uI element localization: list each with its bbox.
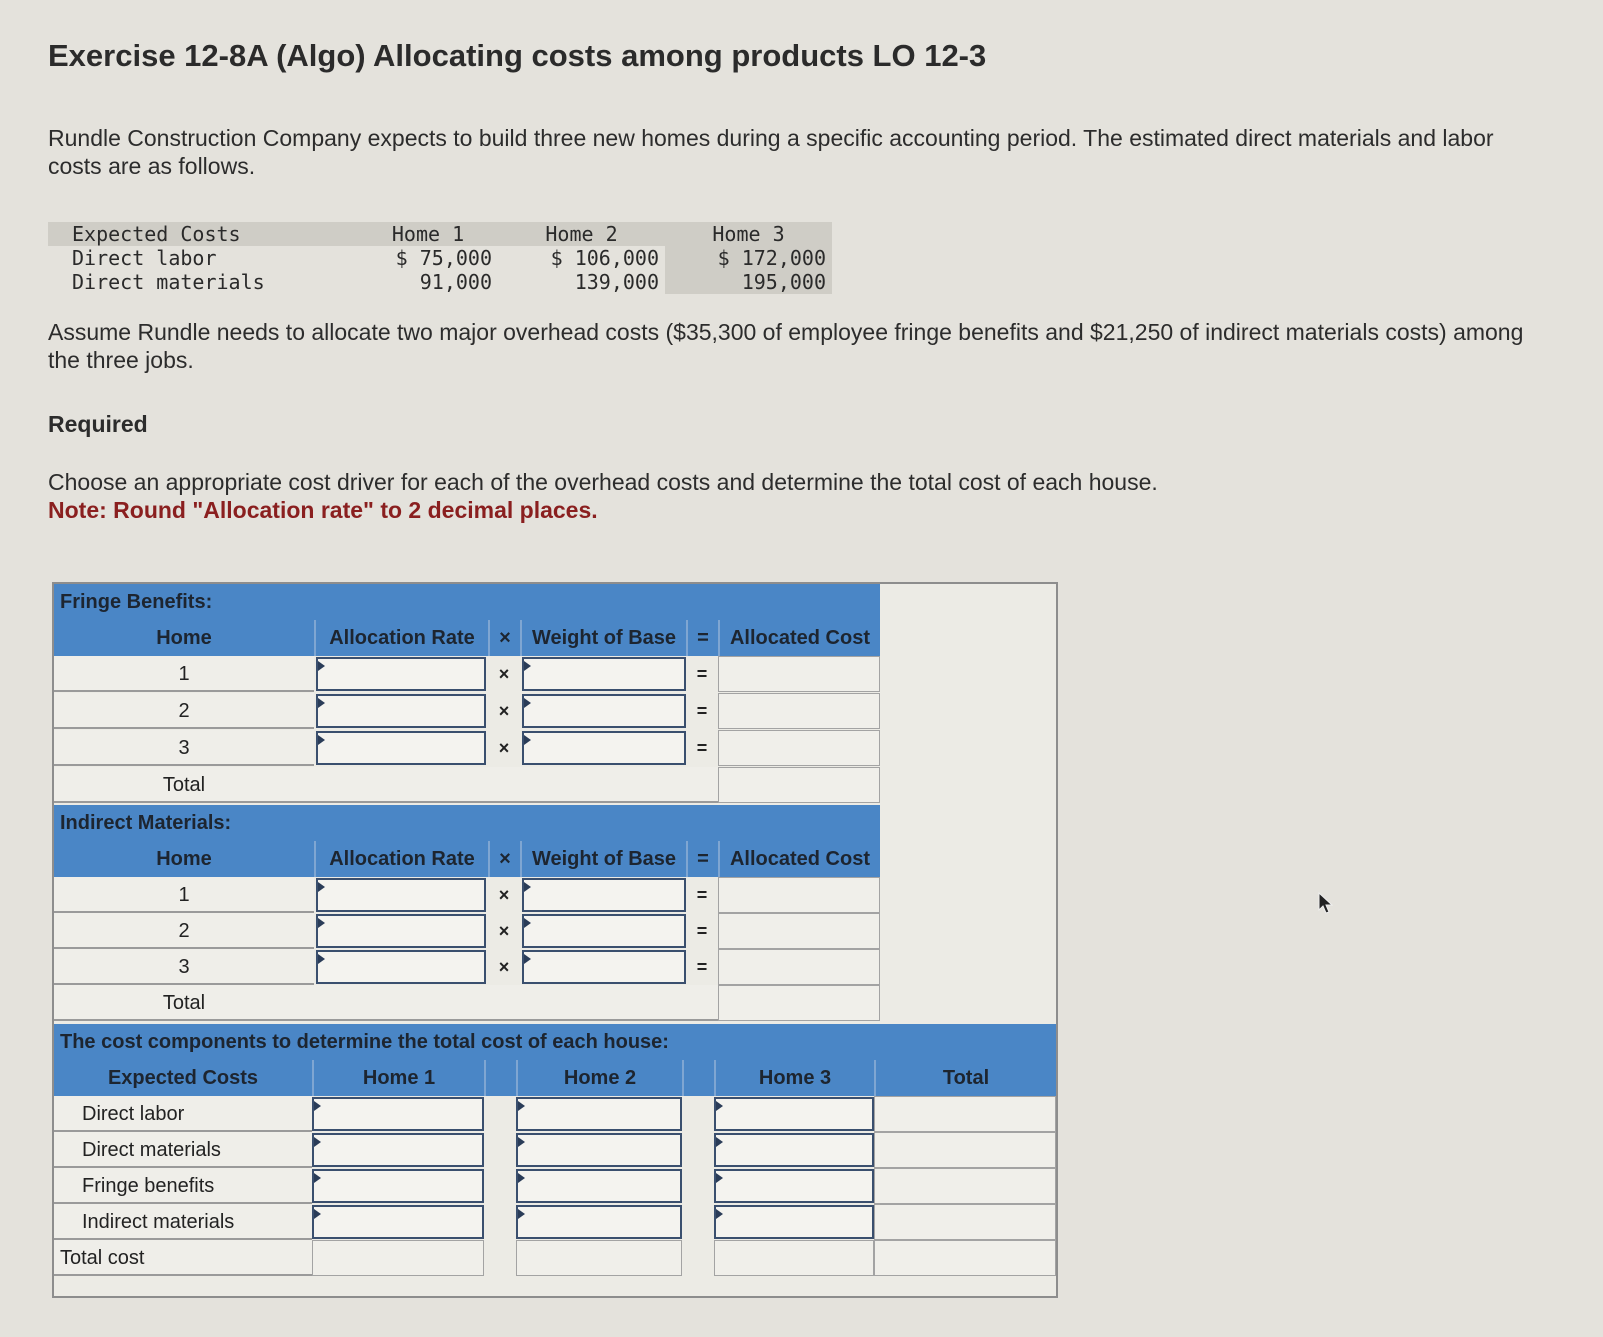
fringe-col-rate: Allocation Rate xyxy=(314,620,488,656)
fringe-col-alloc: Allocated Cost xyxy=(718,620,880,656)
equals-sign: = xyxy=(696,738,708,758)
indirect-row-home: 2 xyxy=(54,913,314,949)
costs-row-label: Direct materials xyxy=(72,270,265,294)
costs-header-home3: Home 3 xyxy=(665,222,832,246)
fringe-weight-input[interactable] xyxy=(522,657,686,691)
home2-cost-input[interactable] xyxy=(516,1205,682,1239)
row-total-output[interactable] xyxy=(874,1168,1056,1204)
fringe-times-header: × xyxy=(488,620,520,656)
home2-cost-input[interactable] xyxy=(516,1169,682,1203)
costs-header-row xyxy=(48,222,860,246)
components-row-label: Fringe benefits xyxy=(54,1168,312,1204)
components-col-gap2 xyxy=(682,1060,714,1096)
indirect-total-blank xyxy=(314,985,718,1021)
fringe-allocated-cost-input[interactable] xyxy=(718,730,880,766)
indirect-rate-input[interactable] xyxy=(316,878,486,912)
note-prefix: Note: xyxy=(48,497,107,523)
equals-sign: = xyxy=(696,957,708,977)
indirect-rate-input[interactable] xyxy=(316,914,486,948)
row-total-output[interactable] xyxy=(874,1096,1056,1132)
home3-cost-input[interactable] xyxy=(714,1205,874,1239)
times-sign: × xyxy=(498,921,510,941)
fringe-rate-input[interactable] xyxy=(316,694,486,728)
fringe-rate-input[interactable] xyxy=(316,731,486,765)
grand-total-output[interactable] xyxy=(874,1240,1056,1276)
fringe-col-weight: Weight of Base xyxy=(520,620,686,656)
indirect-col-weight: Weight of Base xyxy=(520,841,686,877)
indirect-row-home: 3 xyxy=(54,949,314,985)
costs-row-direct-materials xyxy=(48,270,860,294)
home3-cost-input[interactable] xyxy=(714,1169,874,1203)
indirect-total-input[interactable] xyxy=(718,985,880,1021)
indirect-allocated-cost-input[interactable] xyxy=(718,877,880,913)
indirect-col-rate: Allocation Rate xyxy=(314,841,488,877)
costs-row-direct-labor xyxy=(48,246,860,270)
fringe-section-label: Fringe Benefits: xyxy=(54,584,880,620)
components-section-label: The cost components to determine the total cost of each house: xyxy=(54,1024,1056,1060)
home2-cost-input[interactable] xyxy=(516,1097,682,1131)
costs-value: $ 75,000 xyxy=(395,246,492,270)
exercise-title: Exercise 12-8A (Algo) Allocating costs among products LO 12-3 xyxy=(48,38,987,73)
intro-paragraph: Rundle Construction Company expects to build three new homes during a specific accounting period. The estimated direct materials and labor costs are as follows. xyxy=(48,125,1494,179)
fringe-rate-input[interactable] xyxy=(316,657,486,691)
times-sign: × xyxy=(498,738,510,758)
row-total-output[interactable] xyxy=(874,1204,1056,1240)
home1-cost-input[interactable] xyxy=(312,1097,484,1131)
indirect-col-home: Home xyxy=(54,841,314,877)
indirect-allocated-cost-input[interactable] xyxy=(718,949,880,985)
fringe-row-home: 2 xyxy=(54,693,314,729)
fringe-equals-header: = xyxy=(686,620,718,656)
indirect-allocated-cost-input[interactable] xyxy=(718,913,880,949)
equals-sign: = xyxy=(696,664,708,684)
components-total-label: Total cost xyxy=(54,1240,312,1276)
costs-header-expected: Expected Costs xyxy=(48,222,358,246)
home3-total-output[interactable] xyxy=(714,1240,874,1276)
fringe-weight-input[interactable] xyxy=(522,694,686,728)
home3-cost-input[interactable] xyxy=(714,1097,874,1131)
fringe-total-blank xyxy=(314,767,718,803)
fringe-total-label: Total xyxy=(54,767,314,803)
components-col-home1: Home 1 xyxy=(312,1060,484,1096)
indirect-weight-input[interactable] xyxy=(522,950,686,984)
costs-header-home1: Home 1 xyxy=(358,222,498,246)
equals-sign: = xyxy=(696,921,708,941)
equals-sign: = xyxy=(696,701,708,721)
times-sign: × xyxy=(498,664,510,684)
home1-cost-input[interactable] xyxy=(312,1205,484,1239)
costs-header-home2: Home 2 xyxy=(498,222,665,246)
indirect-weight-input[interactable] xyxy=(522,878,686,912)
costs-value: 139,000 xyxy=(574,270,659,294)
components-row-label: Indirect materials xyxy=(54,1204,312,1240)
components-col-gap1 xyxy=(484,1060,516,1096)
home1-cost-input[interactable] xyxy=(312,1169,484,1203)
fringe-row-home: 3 xyxy=(54,730,314,766)
times-sign: × xyxy=(498,701,510,721)
indirect-section-label: Indirect Materials: xyxy=(54,805,880,841)
home2-total-output[interactable] xyxy=(516,1240,682,1276)
required-heading: Required xyxy=(48,411,148,437)
fringe-col-home: Home xyxy=(54,620,314,656)
instruction-paragraph xyxy=(48,468,1528,524)
home1-cost-input[interactable] xyxy=(312,1133,484,1167)
fringe-allocated-cost-input[interactable] xyxy=(718,693,880,729)
components-col-home3: Home 3 xyxy=(714,1060,874,1096)
fringe-allocated-cost-input[interactable] xyxy=(718,656,880,692)
costs-value: 195,000 xyxy=(665,270,832,294)
fringe-weight-input[interactable] xyxy=(522,731,686,765)
fringe-total-input[interactable] xyxy=(718,767,880,803)
components-row-label: Direct labor xyxy=(54,1096,312,1132)
components-col-total: Total xyxy=(874,1060,1056,1096)
indirect-row-home: 1 xyxy=(54,877,314,913)
costs-value: $ 172,000 xyxy=(665,246,832,270)
instruction-text: Choose an appropriate cost driver for each of the overhead costs and determine the total cost of each house. xyxy=(48,469,1158,495)
assume-paragraph: Assume Rundle needs to allocate two major overhead costs ($35,300 of employee fringe benefits and $21,250 of indirect materials costs) among the three jobs. xyxy=(48,319,1524,373)
times-sign: × xyxy=(498,957,510,977)
expected-costs-table xyxy=(48,222,860,294)
costs-value: $ 106,000 xyxy=(550,246,659,270)
costs-value: 91,000 xyxy=(419,270,492,294)
indirect-rate-input[interactable] xyxy=(316,950,486,984)
indirect-col-alloc: Allocated Cost xyxy=(718,841,880,877)
home1-total-output[interactable] xyxy=(312,1240,484,1276)
home2-cost-input[interactable] xyxy=(516,1133,682,1167)
indirect-times-header: × xyxy=(488,841,520,877)
equals-sign: = xyxy=(696,885,708,905)
mouse-cursor-icon xyxy=(1318,892,1336,916)
row-total-output[interactable] xyxy=(874,1132,1056,1168)
costs-row-label: Direct labor xyxy=(72,246,217,270)
indirect-weight-input[interactable] xyxy=(522,914,686,948)
worksheet xyxy=(52,582,1058,1298)
components-col-expected: Expected Costs xyxy=(54,1060,312,1096)
components-row-label: Direct materials xyxy=(54,1132,312,1168)
fringe-row-home: 1 xyxy=(54,656,314,692)
components-col-home2: Home 2 xyxy=(516,1060,682,1096)
times-sign: × xyxy=(498,885,510,905)
note-text: Round "Allocation rate" to 2 decimal places. xyxy=(106,497,598,523)
indirect-equals-header: = xyxy=(686,841,718,877)
indirect-total-label: Total xyxy=(54,985,314,1021)
home3-cost-input[interactable] xyxy=(714,1133,874,1167)
